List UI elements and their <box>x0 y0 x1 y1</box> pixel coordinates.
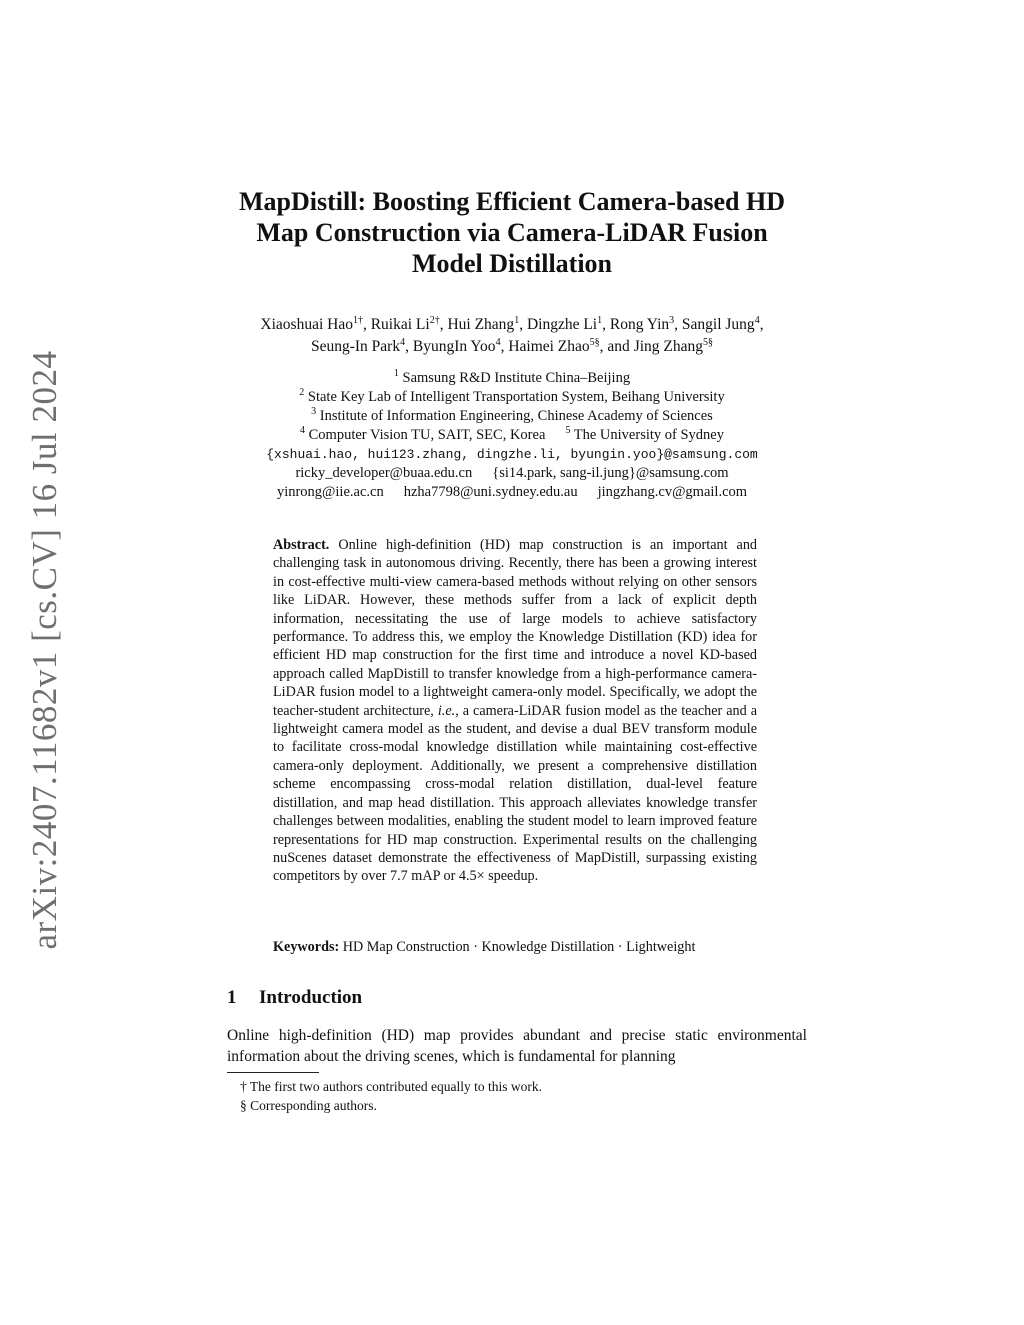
author-name: Seung-In Park <box>310 338 401 355</box>
body-paragraph: Online high-definition (HD) map provides abundant and precise static environmental information about the driving scenes, which is fundamental for planning <box>227 1027 807 1065</box>
email-address: {si14.park, sang-il.jung}@samsung.com <box>492 465 729 481</box>
author-line <box>0 314 1024 336</box>
author-affil-mark: 4 <box>400 336 406 348</box>
title-line: Model Distillation <box>411 249 613 278</box>
email-address: yinrong@iie.ac.cn <box>276 484 384 500</box>
affiliation-text: Samsung R&D Institute China–Beijing <box>402 370 631 386</box>
affiliation-line <box>0 369 1024 388</box>
keywords-label: Keywords: <box>273 939 340 955</box>
author-separator: , <box>674 316 682 333</box>
abstract-text: , a camera-LiDAR fusion model as the teacher and a lightweight camera model as the student, and devise a dual BEV transform module to facilitate cross-modal knowledge distillation while maintaining cost-effective camera-only deployment. Additionally, we present a comprehensive distillation scheme encompassing cross-modal relation distillation, dual-level feature distillation, and map head distillation. This approach alleviates knowledge transfer challenges between modalities, enabling the student model to learn improved feature representations for HD map construction. Experimental results on the challenging nuScenes dataset demonstrate the effectiveness of MapDistill, surpassing existing competitors by over 7.7 mAP or 4.5× speedup. <box>273 702 757 885</box>
section-number: 1 <box>227 987 237 1008</box>
email-address: ricky_developer@buaa.edu.cn <box>295 465 473 481</box>
section-heading <box>227 986 362 1010</box>
email-address: hzha7798@uni.sydney.edu.au <box>403 484 578 500</box>
author-name: ByungIn Yoo <box>412 338 496 355</box>
author-list <box>0 314 1024 358</box>
author-affil-mark: 5§ <box>703 336 713 348</box>
affiliation-number: 2 <box>299 387 305 399</box>
affiliation-number: 3 <box>311 406 317 418</box>
affiliation-line <box>0 426 1024 445</box>
affiliation-number: 4 <box>300 425 305 437</box>
section-title: Introduction <box>259 987 363 1008</box>
title-line: Map Construction via Camera-LiDAR Fusion <box>256 218 768 247</box>
email-line: {xshuai.hao, hui123.zhang, dingzhe.li, byungin.yoo}@samsung.com <box>266 447 758 462</box>
author-affil-mark: 1† <box>352 314 363 326</box>
author-separator: , <box>439 316 448 333</box>
author-affil-mark: 5§ <box>589 336 600 348</box>
affiliation-line <box>0 407 1024 426</box>
keywords-text: HD Map Construction · Knowledge Distillation · Lightweight <box>342 939 696 955</box>
author-name: Hui Zhang <box>447 316 515 333</box>
affiliation-text: State Key Lab of Intelligent Transportation System, Beihang University <box>307 389 725 405</box>
abstract-text: Online high-definition (HD) map construction is an important and challenging task in autonomous driving. Recently, there has been a growing interest in cost-effective multi-view camera-based methods without relying on other sensors like LiDAR. However, these methods suffer from a lack of explicit depth information, necessitating the use of large models to achieve satisfactory performance. To address this, we employ the Knowledge Distillation (KD) idea for efficient HD map construction for the first time and introduce a novel KD-based approach called MapDistill to transfer knowledge from a high-performance camera-LiDAR fusion model to a lightweight camera-only model. Specifically, we adopt the teacher-student architecture, <box>273 537 758 719</box>
author-affil-mark: 1 <box>514 314 520 326</box>
affiliation-line <box>0 388 1024 407</box>
author-separator: , <box>405 338 413 355</box>
author-separator: , <box>500 338 509 355</box>
author-name: Dingzhe Li <box>526 316 598 333</box>
author-separator: , <box>362 316 371 333</box>
keywords <box>273 938 773 956</box>
footnote: † The first two authors contributed equally to this work. <box>240 1079 542 1094</box>
affiliation-text: Institute of Information Engineering, Chinese Academy of Sciences <box>319 408 713 424</box>
affiliation-text: Computer Vision TU, SAIT, SEC, Korea <box>308 427 546 443</box>
affiliation-text: The University of Sydney <box>573 427 724 443</box>
author-separator: , <box>759 316 764 333</box>
email-line <box>0 483 1024 502</box>
author-affil-mark: 4 <box>754 314 760 326</box>
affiliation-number: 5 <box>565 425 571 437</box>
title-line: MapDistill: Boosting Efficient Camera-based HD <box>239 187 785 216</box>
author-name: Ruikai Li <box>370 316 430 333</box>
abstract <box>273 536 757 886</box>
footnote-divider <box>227 1072 319 1073</box>
email-line <box>0 464 1024 483</box>
author-name: Rong Yin <box>609 316 670 333</box>
affiliations <box>0 369 1024 502</box>
author-affil-mark: 2† <box>429 314 440 326</box>
footnotes <box>240 1077 542 1115</box>
email-address: jingzhang.cv@gmail.com <box>597 484 748 500</box>
author-name: Sangil Jung <box>681 316 755 333</box>
author-line <box>0 336 1024 358</box>
author-separator: , <box>519 316 527 333</box>
author-affil-mark: 1 <box>597 314 603 326</box>
abstract-ie: i.e. <box>437 702 456 719</box>
abstract-label: Abstract. <box>273 537 330 553</box>
author-affil-mark: 3 <box>669 314 675 326</box>
paper-title <box>0 186 1024 279</box>
author-name: Haimei Zhao <box>508 338 590 355</box>
author-separator: , and <box>599 338 634 355</box>
author-name: Jing Zhang <box>633 338 703 355</box>
author-name: Xiaoshuai Hao <box>260 316 353 333</box>
arxiv-side-stamp: arXiv:2407.11682v1 [cs.CV] 16 Jul 2024 <box>25 350 64 950</box>
affiliation-number: 1 <box>393 368 399 380</box>
author-separator: , <box>602 316 610 333</box>
author-affil-mark: 4 <box>495 336 501 348</box>
footnote: § Corresponding authors. <box>240 1098 377 1113</box>
